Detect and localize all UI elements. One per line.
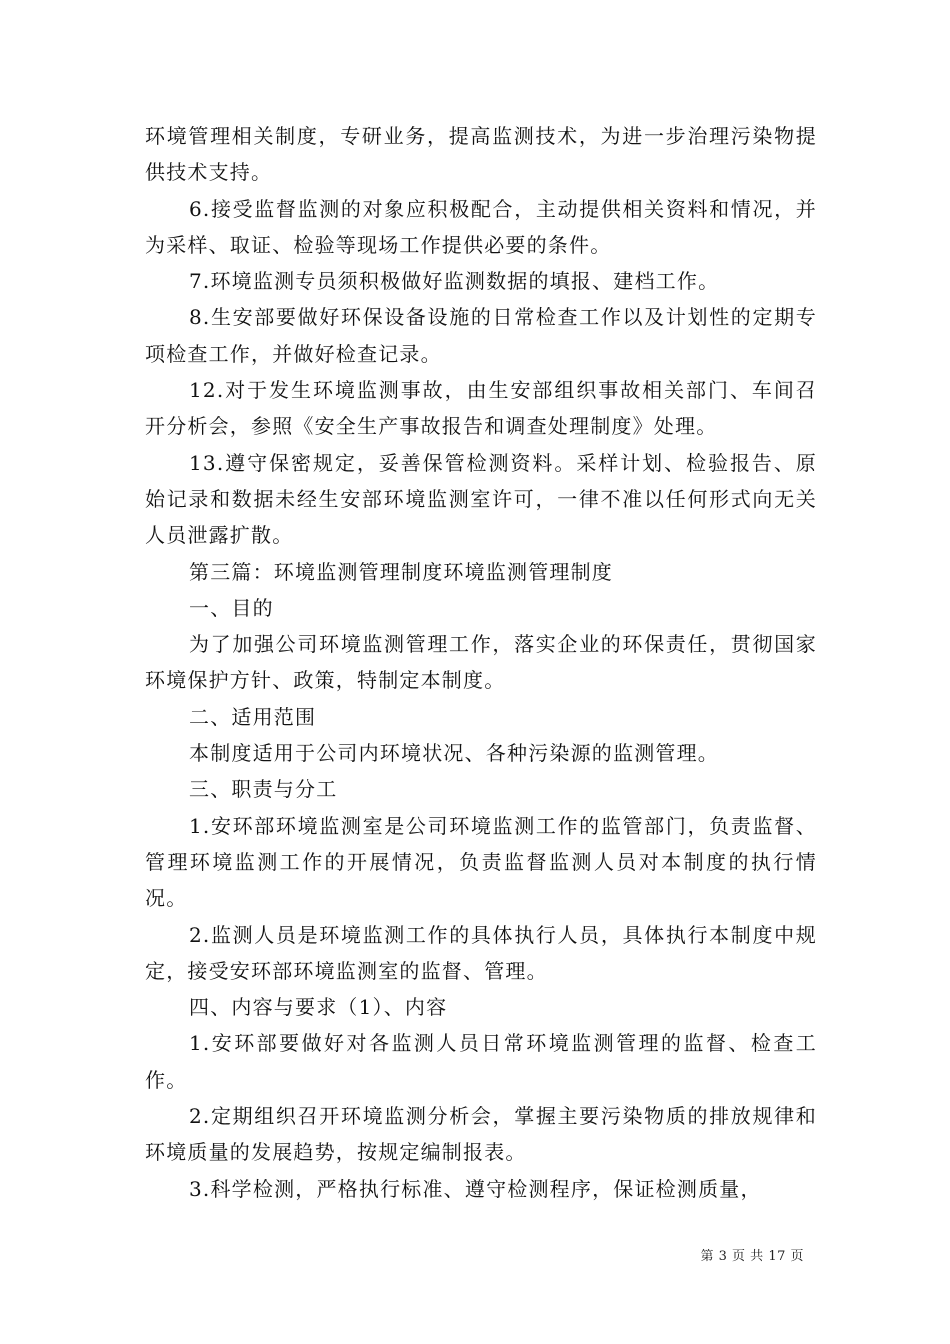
paragraph: 本制度适用于公司内环境状况、各种污染源的监测管理。 bbox=[189, 741, 719, 766]
document-body bbox=[145, 118, 817, 1207]
section-heading: 一、目的 bbox=[189, 595, 274, 620]
paragraph: 7.环境监测专员须积极做好监测数据的填报、建档工作。 bbox=[189, 269, 720, 294]
section-heading: 三、职责与分工 bbox=[189, 777, 338, 802]
paragraph: 12.对于发生环境监测事故，由生安部组织事故相关部门、车间召开分析会，参照《安全生产事故报告和调查处理制度》处理。 bbox=[145, 378, 817, 439]
page-number: 第 3 页 共 17 页 bbox=[700, 1249, 804, 1264]
paragraph: 3.科学检测，严格执行标准、遵守检测程序，保证检测质量， bbox=[189, 1176, 762, 1201]
paragraph: 1.安环部要做好对各监测人员日常环境监测管理的监督、检查工作。 bbox=[145, 1031, 817, 1092]
paragraph: 13.遵守保密规定，妥善保管检测资料。采样计划、检验报告、原始记录和数据未经生安部环境监测室许可，一律不准以任何形式向无关人员泄露扩散。 bbox=[145, 450, 817, 548]
paragraph: 1.安环部环境监测室是公司环境监测工作的监管部门，负责监督、管理环境监测工作的开展情况，负责监督监测人员对本制度的执行情况。 bbox=[145, 813, 817, 911]
paragraph: 环境管理相关制度，专研业务，提高监测技术，为进一步治理污染物提供技术支持。 bbox=[145, 124, 817, 185]
section-heading: 第三篇：环境监测管理制度环境监测管理制度 bbox=[189, 559, 613, 584]
paragraph: 8.生安部要做好环保设备设施的日常检查工作以及计划性的定期专项检查工作，并做好检查记录。 bbox=[145, 305, 817, 366]
section-heading: 二、适用范围 bbox=[189, 704, 317, 729]
paragraph: 2.监测人员是环境监测工作的具体执行人员，具体执行本制度中规定，接受安环部环境监测室的监督、管理。 bbox=[145, 922, 817, 983]
paragraph: 2.定期组织召开环境监测分析会，掌握主要污染物质的排放规律和环境质量的发展趋势，按规定编制报表。 bbox=[145, 1104, 817, 1165]
section-heading: 四、内容与要求（1）、内容 bbox=[189, 995, 448, 1020]
paragraph: 6.接受监督监测的对象应积极配合，主动提供相关资料和情况，并为采样、取证、检验等现场工作提供必要的条件。 bbox=[145, 196, 817, 257]
paragraph: 为了加强公司环境监测管理工作，落实企业的环保责任，贯彻国家环境保护方针、政策，特制定本制度。 bbox=[145, 632, 817, 693]
